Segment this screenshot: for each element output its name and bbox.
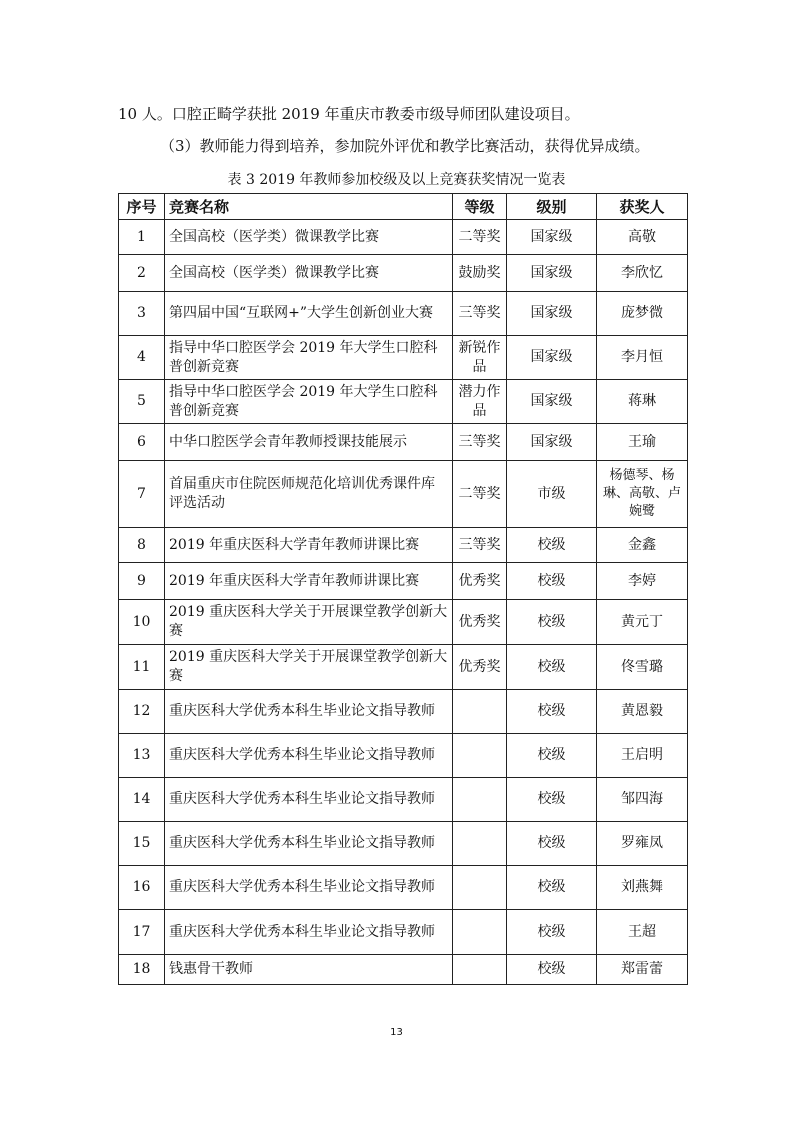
cell-grade: 优秀奖 (453, 645, 507, 690)
header-level: 级别 (507, 194, 597, 220)
cell-index: 5 (119, 380, 165, 424)
cell-winner: 李欣忆 (597, 255, 688, 292)
cell-index: 6 (119, 424, 165, 461)
table-row (119, 336, 688, 380)
body-paragraph-line-2: （3）教师能力得到培养，参加院外评优和教学比赛活动，获得优异成绩。 (160, 137, 650, 155)
cell-winner: 黄恩毅 (597, 690, 688, 734)
cell-level: 校级 (507, 563, 597, 600)
cell-index: 2 (119, 255, 165, 292)
cell-grade (453, 955, 507, 985)
cell-competition-name: 重庆医科大学优秀本科生毕业论文指导教师 (165, 910, 453, 955)
cell-index: 16 (119, 866, 165, 910)
cell-grade (453, 866, 507, 910)
table-caption: 表 3 2019 年教师参加校级及以上竞赛获奖情况一览表 (227, 172, 566, 188)
cell-winner: 李婷 (597, 563, 688, 600)
table-row (119, 822, 688, 866)
cell-competition-name: 第四届中国“互联网+”大学生创新创业大赛 (165, 292, 453, 336)
header-grade: 等级 (453, 194, 507, 220)
cell-level: 校级 (507, 528, 597, 563)
table-row (119, 910, 688, 955)
header-winner: 获奖人 (597, 194, 688, 220)
table-row (119, 461, 688, 528)
cell-index: 12 (119, 690, 165, 734)
cell-index: 1 (119, 220, 165, 255)
cell-index: 18 (119, 955, 165, 985)
table-row (119, 220, 688, 255)
cell-grade (453, 690, 507, 734)
table-header-row (119, 194, 688, 220)
cell-level: 国家级 (507, 336, 597, 380)
cell-grade (453, 734, 507, 778)
cell-index: 4 (119, 336, 165, 380)
table-row (119, 955, 688, 985)
cell-index: 15 (119, 822, 165, 866)
cell-index: 3 (119, 292, 165, 336)
cell-grade: 鼓励奖 (453, 255, 507, 292)
header-competition-name: 竞赛名称 (165, 194, 453, 220)
cell-grade (453, 778, 507, 822)
cell-competition-name: 重庆医科大学优秀本科生毕业论文指导教师 (165, 778, 453, 822)
cell-winner: 王瑜 (597, 424, 688, 461)
cell-level: 校级 (507, 866, 597, 910)
cell-winner: 王启明 (597, 734, 688, 778)
cell-index: 14 (119, 778, 165, 822)
cell-grade: 二等奖 (453, 220, 507, 255)
table-row (119, 600, 688, 645)
cell-index: 8 (119, 528, 165, 563)
cell-grade: 优秀奖 (453, 563, 507, 600)
cell-competition-name: 钱惠骨干教师 (165, 955, 453, 985)
cell-winner: 佟雪璐 (597, 645, 688, 690)
cell-competition-name: 中华口腔医学会青年教师授课技能展示 (165, 424, 453, 461)
cell-grade: 优秀奖 (453, 600, 507, 645)
cell-competition-name: 重庆医科大学优秀本科生毕业论文指导教师 (165, 690, 453, 734)
cell-level: 校级 (507, 955, 597, 985)
table-row (119, 690, 688, 734)
cell-competition-name: 首届重庆市住院医师规范化培训优秀课件库评选活动 (165, 461, 453, 528)
table-body (119, 220, 688, 985)
cell-level: 校级 (507, 690, 597, 734)
cell-index: 11 (119, 645, 165, 690)
table-row (119, 380, 688, 424)
cell-level: 国家级 (507, 380, 597, 424)
cell-competition-name: 2019 年重庆医科大学青年教师讲课比赛 (165, 563, 453, 600)
cell-competition-name: 重庆医科大学优秀本科生毕业论文指导教师 (165, 734, 453, 778)
cell-level: 校级 (507, 645, 597, 690)
cell-grade: 新锐作品 (453, 336, 507, 380)
cell-winner: 郑雷蕾 (597, 955, 688, 985)
cell-competition-name: 2019 年重庆医科大学青年教师讲课比赛 (165, 528, 453, 563)
cell-level: 国家级 (507, 292, 597, 336)
cell-winner: 杨德琴、杨琳、高敬、卢婉鹭 (597, 461, 688, 528)
table-row (119, 734, 688, 778)
cell-level: 校级 (507, 600, 597, 645)
cell-winner: 黄元丁 (597, 600, 688, 645)
cell-competition-name: 2019 重庆医科大学关于开展课堂教学创新大赛 (165, 645, 453, 690)
table-row (119, 866, 688, 910)
cell-winner: 刘燕舞 (597, 866, 688, 910)
cell-level: 国家级 (507, 220, 597, 255)
cell-grade (453, 822, 507, 866)
header-index: 序号 (119, 194, 165, 220)
cell-level: 市级 (507, 461, 597, 528)
cell-winner: 王超 (597, 910, 688, 955)
cell-grade: 三等奖 (453, 424, 507, 461)
cell-level: 校级 (507, 778, 597, 822)
table-row (119, 778, 688, 822)
cell-grade (453, 910, 507, 955)
cell-winner: 蒋琳 (597, 380, 688, 424)
cell-grade: 二等奖 (453, 461, 507, 528)
cell-winner: 金鑫 (597, 528, 688, 563)
cell-winner: 罗雍凤 (597, 822, 688, 866)
cell-competition-name: 指导中华口腔医学会 2019 年大学生口腔科普创新竞赛 (165, 380, 453, 424)
cell-winner: 邹四海 (597, 778, 688, 822)
cell-index: 17 (119, 910, 165, 955)
cell-competition-name: 全国高校（医学类）微课教学比赛 (165, 255, 453, 292)
cell-level: 校级 (507, 910, 597, 955)
table-row (119, 528, 688, 563)
page-number: 13 (390, 1027, 403, 1038)
cell-competition-name: 重庆医科大学优秀本科生毕业论文指导教师 (165, 822, 453, 866)
cell-level: 国家级 (507, 255, 597, 292)
cell-grade: 三等奖 (453, 292, 507, 336)
cell-index: 9 (119, 563, 165, 600)
cell-competition-name: 全国高校（医学类）微课教学比赛 (165, 220, 453, 255)
cell-winner: 庞梦微 (597, 292, 688, 336)
cell-index: 13 (119, 734, 165, 778)
cell-competition-name: 2019 重庆医科大学关于开展课堂教学创新大赛 (165, 600, 453, 645)
cell-level: 校级 (507, 734, 597, 778)
awards-table (118, 193, 688, 985)
cell-competition-name: 指导中华口腔医学会 2019 年大学生口腔科普创新竞赛 (165, 336, 453, 380)
body-paragraph-line-1: 10 人。口腔正畸学获批 2019 年重庆市教委市级导师团队建设项目。 (118, 105, 580, 123)
cell-competition-name: 重庆医科大学优秀本科生毕业论文指导教师 (165, 866, 453, 910)
cell-winner: 高敬 (597, 220, 688, 255)
table-row (119, 563, 688, 600)
table-row (119, 292, 688, 336)
table-row (119, 645, 688, 690)
cell-level: 国家级 (507, 424, 597, 461)
cell-grade: 三等奖 (453, 528, 507, 563)
cell-level: 校级 (507, 822, 597, 866)
cell-index: 10 (119, 600, 165, 645)
table-row (119, 255, 688, 292)
table-row (119, 424, 688, 461)
cell-winner: 李月恒 (597, 336, 688, 380)
cell-grade: 潜力作品 (453, 380, 507, 424)
cell-index: 7 (119, 461, 165, 528)
